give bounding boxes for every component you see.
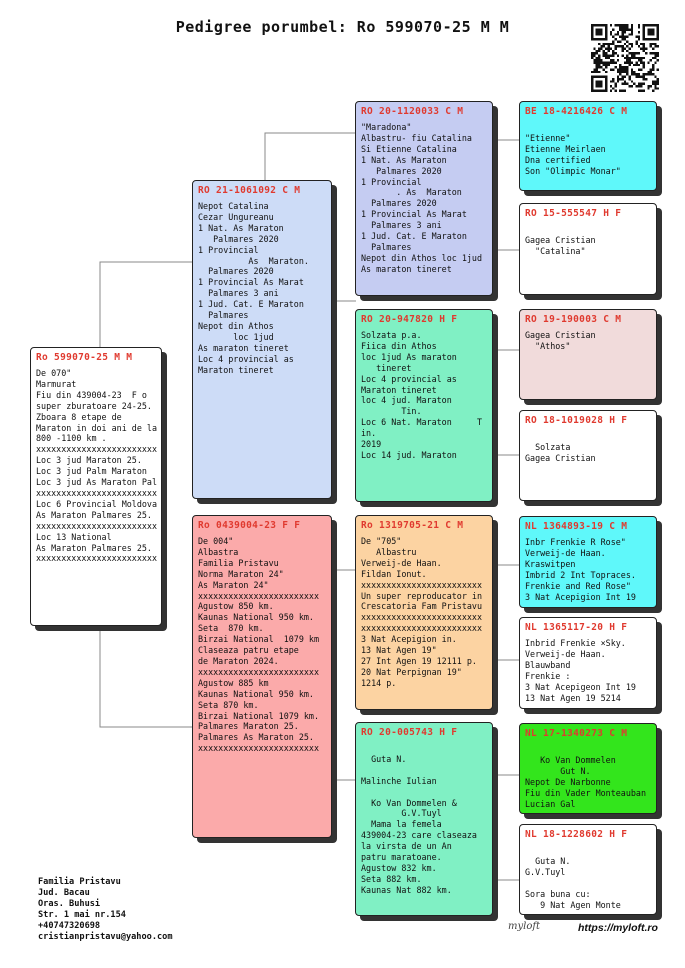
note-line: Nepot din Athos xyxy=(198,320,274,331)
ring-number: RO 20-005743 H F xyxy=(361,727,458,738)
note-line: xxxxxxxxxxxxxxxxxxxxxxxx xyxy=(198,590,320,601)
note-line: 1 Provincial As Marat xyxy=(361,209,467,220)
ring-number: Ro 1319705-21 C M xyxy=(361,520,464,531)
note-line: Marmurat xyxy=(36,378,77,389)
note-line: Palmares Maraton 25. xyxy=(198,721,299,732)
note-line: in. xyxy=(361,428,377,439)
note-line: tineret xyxy=(361,362,412,373)
note-line: Agustow 850 km. xyxy=(198,601,274,612)
note-line: Palmares As Maraton 25. xyxy=(198,732,314,743)
note-line: Guta N. xyxy=(361,753,407,764)
note-line: Palmares 2020 xyxy=(198,266,274,277)
note-line: Zboara 8 etape de xyxy=(36,411,122,422)
note-line: Loc 4 provincial as xyxy=(198,353,294,364)
pigeon-notes xyxy=(520,429,656,466)
note-line: xxxxxxxxxxxxxxxxxxxxxxxx xyxy=(361,623,483,634)
note-line: 1 Provincial xyxy=(361,176,422,187)
ring-number: RO 20-947820 H F xyxy=(361,314,458,325)
note-line: Loc 14 jud. Maraton xyxy=(361,449,457,460)
note-line: la virsta de un An xyxy=(361,841,452,852)
note-line: 9 Nat Agen Monte xyxy=(525,899,621,910)
pigeon-notes xyxy=(520,535,656,604)
myloft-link[interactable]: https://myloft.ro xyxy=(578,922,658,934)
note-line: loc 1jud xyxy=(198,331,274,342)
owner-email: cristianpristavu@yahoo.com xyxy=(38,932,173,942)
note-line: Fiica din Athos xyxy=(361,340,437,351)
note-line: 13 Nat Agen 19 5214 xyxy=(525,692,621,703)
note-line: Crescatoria Fam Pristavu xyxy=(361,601,483,612)
note-line: "Catalina" xyxy=(525,245,586,256)
note-line: 1 Provincial As Marat xyxy=(198,277,304,288)
note-line: De "705" xyxy=(361,536,402,546)
note-line: Gagea Cristian xyxy=(525,330,596,340)
note-line: Gut N. xyxy=(525,765,591,776)
sire-card[interactable] xyxy=(192,180,332,499)
note-line: Kraswitpen xyxy=(525,558,576,569)
myloft-logo: myloft xyxy=(508,921,541,932)
ring-number: RO 19-190003 C M xyxy=(525,314,622,325)
ring-number: NL 18-1228602 H F xyxy=(525,829,628,840)
note-line: Birzai National 1079 km. xyxy=(198,710,320,721)
note-line: Si Etienne Catalina xyxy=(361,143,457,154)
note-line: Palmares 2020 xyxy=(361,198,437,209)
note-line: Nepot din Athos loc 1jud xyxy=(361,252,483,263)
pigeon-notes xyxy=(193,199,331,378)
note-line: 20 Nat Perpignan 19" xyxy=(361,666,462,677)
sire-sire-card[interactable] xyxy=(355,101,493,296)
note-line: Palmares xyxy=(198,310,249,321)
note-line: xxxxxxxxxxxxxxxxxxxxxxxx xyxy=(36,444,158,455)
note-line: Seta 870 km. xyxy=(198,699,259,710)
note-line: xxxxxxxxxxxxxxxxxxxxxxxx xyxy=(36,520,158,531)
note-line: Cezar Ungureanu xyxy=(198,211,274,222)
note-line: Kaunas National 950 km. xyxy=(198,688,314,699)
note-line: xxxxxxxxxxxxxxxxxxxxxxxx xyxy=(361,612,483,623)
note-line: Verweij-de Haan. xyxy=(525,547,606,558)
note-line: As Maraton. xyxy=(198,255,309,266)
note-line: Loc 3 jud Maraton 25. xyxy=(36,455,142,466)
owner-county: Jud. Bacau xyxy=(38,888,90,898)
note-line: Dna certified xyxy=(525,154,591,165)
note-line: Agustow 885 km xyxy=(198,677,269,688)
note-line: xxxxxxxxxxxxxxxxxxxxxxxx xyxy=(36,553,158,564)
note-line: As maraton tineret xyxy=(198,342,289,353)
note-line: patru maratoane. xyxy=(361,852,442,863)
pigeon-notes xyxy=(520,636,656,705)
note-line: Loc 6 Nat. Maraton T xyxy=(361,417,483,428)
note-line: Albastra xyxy=(198,546,239,557)
pigeon-notes xyxy=(31,366,161,566)
ring-number: RO 15-555547 H F xyxy=(525,208,622,219)
note-line: Palmares xyxy=(361,241,412,252)
note-line: Loc 3 jud Palm Maraton xyxy=(36,466,147,477)
note-line xyxy=(525,744,651,755)
note-line: 439004-23 care claseaza xyxy=(361,830,477,841)
note-line: As Maraton 24" xyxy=(198,579,269,590)
note-line: 27 Int Agen 19 12111 p. xyxy=(361,655,477,666)
note-line: Claseaza patru etape xyxy=(198,645,299,656)
dam-sire-dam-card[interactable] xyxy=(519,617,657,709)
ring-number: Ro 599070-25 M M xyxy=(36,352,133,363)
ring-number: RO 21-1061092 C M xyxy=(198,185,301,196)
note-line: Kaunas Nat 882 km. xyxy=(361,884,452,895)
note-line: Un super reproducator in xyxy=(361,590,483,601)
pigeon-notes xyxy=(520,222,656,259)
note-line: Fildan Ionut. xyxy=(361,568,427,579)
note-line: G.V.Tuyl xyxy=(525,866,566,877)
pigeon-notes xyxy=(193,534,331,756)
note-line: Solzata xyxy=(525,441,571,452)
note-line: As maraton tineret xyxy=(361,263,452,274)
note-line: Birzai National 1079 km xyxy=(198,634,320,645)
note-line: 3 Nat Acepigeon Int 19 xyxy=(525,681,636,692)
sire-sire-sire-card[interactable] xyxy=(519,101,657,191)
note-line: Maraton tineret xyxy=(198,364,274,375)
ring-number: RO 20-1120033 C M xyxy=(361,106,464,117)
pigeon-notes xyxy=(520,120,656,179)
note-line: 1 Provincial xyxy=(198,244,259,255)
note-line: "Maradona" xyxy=(361,122,412,132)
note-line: Son "Olimpic Monar" xyxy=(525,165,621,176)
page-title: Pedigree porumbel: Ro 599070-25 M M xyxy=(175,18,510,36)
pigeon-notes xyxy=(356,741,492,898)
note-line: de Maraton 2024. xyxy=(198,655,279,666)
note-line: Albastru- fiu Catalina xyxy=(361,132,472,143)
note-line: Kaunas National 950 km. xyxy=(198,612,314,623)
pigeon-notes xyxy=(356,328,492,463)
owner-name: Familia Pristavu xyxy=(38,877,121,887)
note-line: loc 4 jud. Maraton xyxy=(361,395,452,406)
note-line xyxy=(361,743,487,754)
owner-street: Str. 1 mai nr.154 xyxy=(38,910,126,920)
note-line: Gagea Cristian xyxy=(525,452,596,463)
ring-number: BE 18-4216426 C M xyxy=(525,106,628,117)
pigeon-notes xyxy=(520,843,656,912)
note-line: Frenkie and Red Rose" xyxy=(525,580,631,591)
note-line: Guta N. xyxy=(525,855,571,866)
note-line: Ko Van Dommelen & xyxy=(361,797,457,808)
note-line: Inbr Frenkie R Rose" xyxy=(525,537,626,547)
note-line: Palmares 3 ani xyxy=(361,220,442,231)
note-line xyxy=(525,845,651,856)
note-line: loc 1jud As maraton xyxy=(361,351,457,362)
note-line: Blauwband xyxy=(525,659,571,670)
dam-sire-card[interactable] xyxy=(355,515,493,710)
note-line: Loc 6 Provincial Moldova xyxy=(36,498,158,509)
note-line: Seta 882 km. xyxy=(361,873,422,884)
note-line: Loc 13 National xyxy=(36,531,112,542)
pigeon-notes xyxy=(356,534,492,691)
note-line: Familia Pristavu xyxy=(198,557,279,568)
dam-dam-card[interactable] xyxy=(355,722,493,916)
note-line: Loc 4 provincial as xyxy=(361,373,457,384)
note-line: Palmares 3 ani xyxy=(198,288,279,299)
note-line: 1214 p. xyxy=(361,677,397,688)
note-line xyxy=(525,122,651,133)
note-line: Frenkie : xyxy=(525,670,571,681)
note-line: "Etienne" xyxy=(525,132,571,143)
note-line: Nepot Catalina xyxy=(198,201,269,211)
note-line: Etienne Meirlaen xyxy=(525,143,606,154)
note-line xyxy=(525,431,651,442)
note-line: As Maraton Palmares 25. xyxy=(36,542,152,553)
note-line: xxxxxxxxxxxxxxxxxxxxxxxx xyxy=(361,579,483,590)
note-line xyxy=(525,878,651,889)
ring-number: NL 1365117-20 H F xyxy=(525,622,628,633)
note-line: G.V.Tuyl xyxy=(361,808,442,819)
note-line: Tin. xyxy=(361,406,422,417)
note-line: Malinche Iulian xyxy=(361,775,437,786)
note-line: Solzata p.a. xyxy=(361,330,422,340)
note-line xyxy=(361,787,487,798)
note-line: As Maraton Palmares 25. xyxy=(36,509,152,520)
ring-number: Ro 0439004-23 F F xyxy=(198,520,301,531)
note-line: xxxxxxxxxxxxxxxxxxxxxxxx xyxy=(36,487,158,498)
owner-city: Oras. Buhusi xyxy=(38,899,101,909)
pigeon-notes xyxy=(520,328,656,354)
note-line: Seta 870 km. xyxy=(198,623,264,634)
pigeon-notes xyxy=(520,742,656,811)
note-line: Fiu din Vader Monteauban xyxy=(525,787,647,798)
note-line: Maraton tineret xyxy=(361,384,437,395)
note-line: Loc 3 jud As Maraton Pal xyxy=(36,477,158,488)
note-line: Verweij-de Haan. xyxy=(525,648,606,659)
note-line: "Athos" xyxy=(525,340,571,351)
sire-sire-dam-card[interactable] xyxy=(519,203,657,295)
pigeon-notes xyxy=(356,120,492,277)
note-line: De 004" xyxy=(198,536,234,546)
note-line: Albastru xyxy=(361,546,417,557)
note-line: Verweij-de Haan. xyxy=(361,557,442,568)
note-line: 13 Nat Agen 19" xyxy=(361,645,437,656)
dam-dam-dam-card[interactable] xyxy=(519,824,657,915)
ring-number: NL 17-1340273 C M xyxy=(525,728,628,739)
note-line: 3 Nat Acepigion Int 19 xyxy=(525,591,636,602)
note-line: Ko Van Dommelen xyxy=(525,754,616,765)
note-line: . As Maraton xyxy=(361,187,462,198)
note-line: Sora buna cu: xyxy=(525,888,591,899)
note-line: 1 Nat. As Maraton xyxy=(198,222,284,233)
note-line: super zburatoare 24-25. xyxy=(36,400,152,411)
note-line xyxy=(525,224,651,235)
subject-card[interactable] xyxy=(30,347,162,626)
note-line: xxxxxxxxxxxxxxxxxxxxxxxx xyxy=(198,666,320,677)
note-line: 1 Nat. As Maraton xyxy=(361,154,447,165)
note-line: Lucian Gal xyxy=(525,798,576,809)
note-line: Norma Maraton 24" xyxy=(198,568,284,579)
note-line: Maraton in doi ani de la xyxy=(36,422,158,433)
note-line: Inbrid Frenkie ×Sky. xyxy=(525,638,626,648)
sire-dam-dam-card[interactable] xyxy=(519,410,657,501)
note-line: Imbrid 2 Int Topraces. xyxy=(525,569,636,580)
note-line: 800 -1100 km . xyxy=(36,433,107,444)
ring-number: RO 18-1019028 H F xyxy=(525,415,628,426)
note-line: De 070" xyxy=(36,368,72,378)
note-line: xxxxxxxxxxxxxxxxxxxxxxxx xyxy=(198,743,320,754)
note-line: Palmares 2020 xyxy=(361,165,442,176)
ring-number: NL 1364893-19 C M xyxy=(525,521,628,532)
note-line: Agustow 832 km. xyxy=(361,862,437,873)
dam-card[interactable] xyxy=(192,515,332,838)
sire-dam-sire-card[interactable] xyxy=(519,309,657,400)
sire-dam-card[interactable] xyxy=(355,309,493,502)
note-line: Fiu din 439004-23 F o xyxy=(36,389,147,400)
owner-phone: +40747320698 xyxy=(38,921,101,931)
note-line xyxy=(361,765,487,776)
dam-dam-sire-card[interactable] xyxy=(519,723,657,814)
note-line: Nepot De Narbonne xyxy=(525,776,611,787)
dam-sire-sire-card[interactable] xyxy=(519,516,657,608)
note-line: 1 Jud. Cat. E Maraton xyxy=(198,299,304,310)
note-line: 3 Nat Acepigion in. xyxy=(361,634,457,645)
note-line: 2019 xyxy=(361,439,382,450)
owner-contact xyxy=(38,877,173,943)
note-line: Mama la femela xyxy=(361,819,442,830)
brand xyxy=(508,921,668,939)
note-line: Gagea Cristian xyxy=(525,234,596,245)
note-line: 1 Jud. Cat. E Maraton xyxy=(361,231,467,242)
note-line: Palmares 2020 xyxy=(198,233,279,244)
